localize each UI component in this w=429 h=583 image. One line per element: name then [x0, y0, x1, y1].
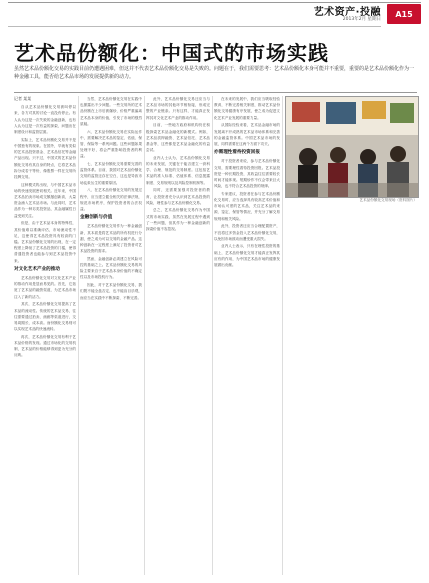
byline: 记者 某某 — [14, 96, 32, 101]
article-paragraph: 其次，艺术品份额化交易提高了艺术品的流动性。传统的艺术品交易，往往需要通过拍卖、画廊等渠道进行，交易周期长、成本高。而份额化交易则可以实现艺术品的快速流转。 — [14, 302, 76, 332]
article-photo — [285, 96, 419, 198]
article-paragraph: 从国际经验来看，艺术品金融市场的发展离不开成熟的艺术品市场体系和完善的金融监管体系。中国艺术品市场的发展，同样需要在这两个方面下功夫。 — [214, 123, 280, 146]
article-paragraph: 总之，艺术品份额化交易作为中国式的市场实践，虽然在发展过程中遇到了一些问题，但其作为一种金融创新的探索价值不容忽视。 — [146, 208, 210, 232]
section-subhead: 对文化艺术产业的推动 — [14, 266, 60, 272]
article-paragraph: 自从艺术品份额化交易被叫停以来，各方对其的讨论一直没有停止。有人认为这是一次失败的金融创新，也有人认为这是一次有益的探索，问题出在制度设计和监管层面。 — [14, 105, 76, 135]
header-bottom-rule — [8, 26, 381, 27]
column-separator — [144, 96, 145, 575]
section-title: 艺术资产·投融 — [313, 7, 381, 18]
article-paragraph: 同时，还需要加强对投资者的教育，让投资者充分认识到艺术品投资的风险，理性参与艺术品份额化交易。 — [146, 188, 210, 205]
article-column-4 — [214, 96, 280, 574]
article-paragraph: 业内人士认为，艺术品份额化交易的未来发展，关键在于能否建立一套科学、合理、规范的交易制度。这包括艺术品的准入标准、估值体系、信息披露制度、交易规则以及风险控制机制等。 — [146, 155, 210, 185]
column-separator — [78, 96, 79, 575]
article-paragraph: 艺术品份额化交易对文化艺术产业的推动作用是显而易见的。首先，它拓宽了艺术品的融资渠道，为艺术品市场注入了新的活力。 — [14, 275, 76, 299]
article-paragraph: 这种模式的出现，与中国艺术品市场的快速发展密切相关。近年来，中国艺术品拍卖市场成交额屡创新高，大量资金涌入艺术品市场。与此同时，艺术品作为一种另类投资品，其金融属性日益受到关注。 — [14, 182, 76, 218]
page-number-badge: A15 — [387, 4, 421, 24]
article-paragraph: 六、艺术品份额化交易在实际运作中，需要解决艺术品的鉴定、估值、保管、保险等一系列问题。这些问题如果处理不好，将会严重影响投资者的利益。 — [80, 129, 142, 159]
section-subhead: 金融创新与价值 — [80, 215, 113, 221]
article-paragraph: 然而，金融创新必须建立在风险可控的基础之上。艺术品份额化交易的风险主要来自于艺术品本身价值的不确定性以及市场投机行为。 — [80, 256, 142, 280]
issue-date: 2013年2月 星期日 — [342, 17, 381, 22]
article-column-2 — [80, 96, 142, 574]
article-paragraph: 实际上，艺术品份额化交易并不是中国独有的现象。在国外，早就有类似的艺术品投资基金、艺术品信托等金融产品出现。只不过，中国式的艺术品份额化交易有其自身的特点，它将艺术品拆分成若干等份，像股票一样在交易所挂牌交易。 — [14, 137, 76, 179]
article-paragraph: 业内人士表示，只有在理性投资的基础上，艺术品份额化交易才能真正发挥其应有的作用，为中国艺术品市场的健康发展做出贡献。 — [214, 244, 280, 268]
deck-divider — [14, 92, 417, 93]
article-paragraph: 此外，艺术品份额化交易还应当与艺术品市场的其他环节相衔接，形成完整的产业链条。只有这样，才能真正发挥其对文化艺术产业的推动作用。 — [146, 97, 210, 120]
article-paragraph: 在未来的发展中，我们应当吸取经验教训，不断完善相关制度，推动艺术品份额化交易健康有序发展，使之成为促进文化艺术产业发展的重要力量。 — [214, 97, 280, 120]
article-paragraph: 此外，投资者还应当合理配置资产，不宜将过多资金投入艺术品份额化交易，以免因市场波动而遭受重大损失。 — [214, 224, 280, 241]
article-headline: 艺术品份额化：中国式的市场实践 — [14, 41, 329, 65]
article-column-1 — [14, 96, 76, 574]
article-paragraph: 目前，一些地方政府和机构仍在积极探索艺术品金融化的新模式。例如，艺术品质押融资、艺术品信托、艺术品基金等，这些都是艺术品金融化的有益尝试。 — [146, 123, 210, 153]
photo-caption: 艺术品份额化交易现场（资料图片） — [359, 198, 417, 202]
article-paragraph: 当然，艺术品份额化交易在实践中也暴露出不少问题。一些交易所的艺术品份额在上市后被爆炒，价格严重偏离艺术品本身的价值，引发了市场的强烈质疑。 — [80, 97, 142, 126]
article-column-3 — [146, 96, 210, 574]
article-paragraph: 再次，艺术品份额化交易有利于艺术品价格的发现。通过市场化的交易机制，艺术品的价格能够得到更为充分的反映。 — [14, 334, 76, 358]
column-separator — [282, 96, 283, 575]
column-separator — [212, 96, 213, 575]
article-paragraph: 对于投资者来说，参与艺术品份额化交易，需要理性看待投资回报。艺术品投资是一种长期投资，其收益往往需要较长时间才能体现。短期炒作不仅会带来巨大风险，也不符合艺术品投资的规律。 — [214, 159, 280, 189]
section-subhead: 亦需理性看待投资回报 — [214, 150, 260, 156]
article-paragraph: 八、在艺术品份额化交易的发展过程中，应当建立健全相关的法律法规，规范市场秩序，保护投资者的合法权益。 — [80, 188, 142, 211]
article-paragraph: 但是，由于艺术品本身的特殊性，其价值难以准确评估，市场流动性不足，这使得艺术品投资具有较高的门槛。艺术品份额化交易的出现，在一定程度上降低了艺术品投资的门槛，使得普通投资者也能参与到艺术品投资中来。 — [14, 221, 76, 263]
article-deck: 虽然艺术品份额化交易的实践目前仍遭遇困难，但这并不代表艺术品份额化交易是失败的。问题在于，我们需要思考：艺术品份额化本身可能并不重要，重要的是艺术品份额化作为一种金融工具，能否给艺术品市场的发展提供新的动力。 — [14, 66, 415, 80]
article-paragraph: 专家建议，投资者在参与艺术品份额化交易时，应当选择具有较高艺术价值和市场认可度的艺术品，关注艺术品的来源、鉴定、保管等情况，并充分了解交易规则和相关风险。 — [214, 191, 280, 221]
article-paragraph: 因此，对于艺术品份额化交易，我们既不能全盘否定，也不能盲目乐观，而应当在实践中不断探索、不断完善。 — [80, 283, 142, 300]
article-paragraph: 艺术品份额化交易作为一种金融创新，其本质是将艺术品的所有权进行分割，使之成为可以交易的金融产品。这种创新在一定程度上满足了投资者对艺术品投资的需求。 — [80, 224, 142, 254]
article-paragraph: 七、艺术品份额化交易需要完善的监管体系。目前，我国对艺术品份额化交易的监管还存在空白，这也是导致市场乱象丛生的重要原因。 — [80, 162, 142, 185]
